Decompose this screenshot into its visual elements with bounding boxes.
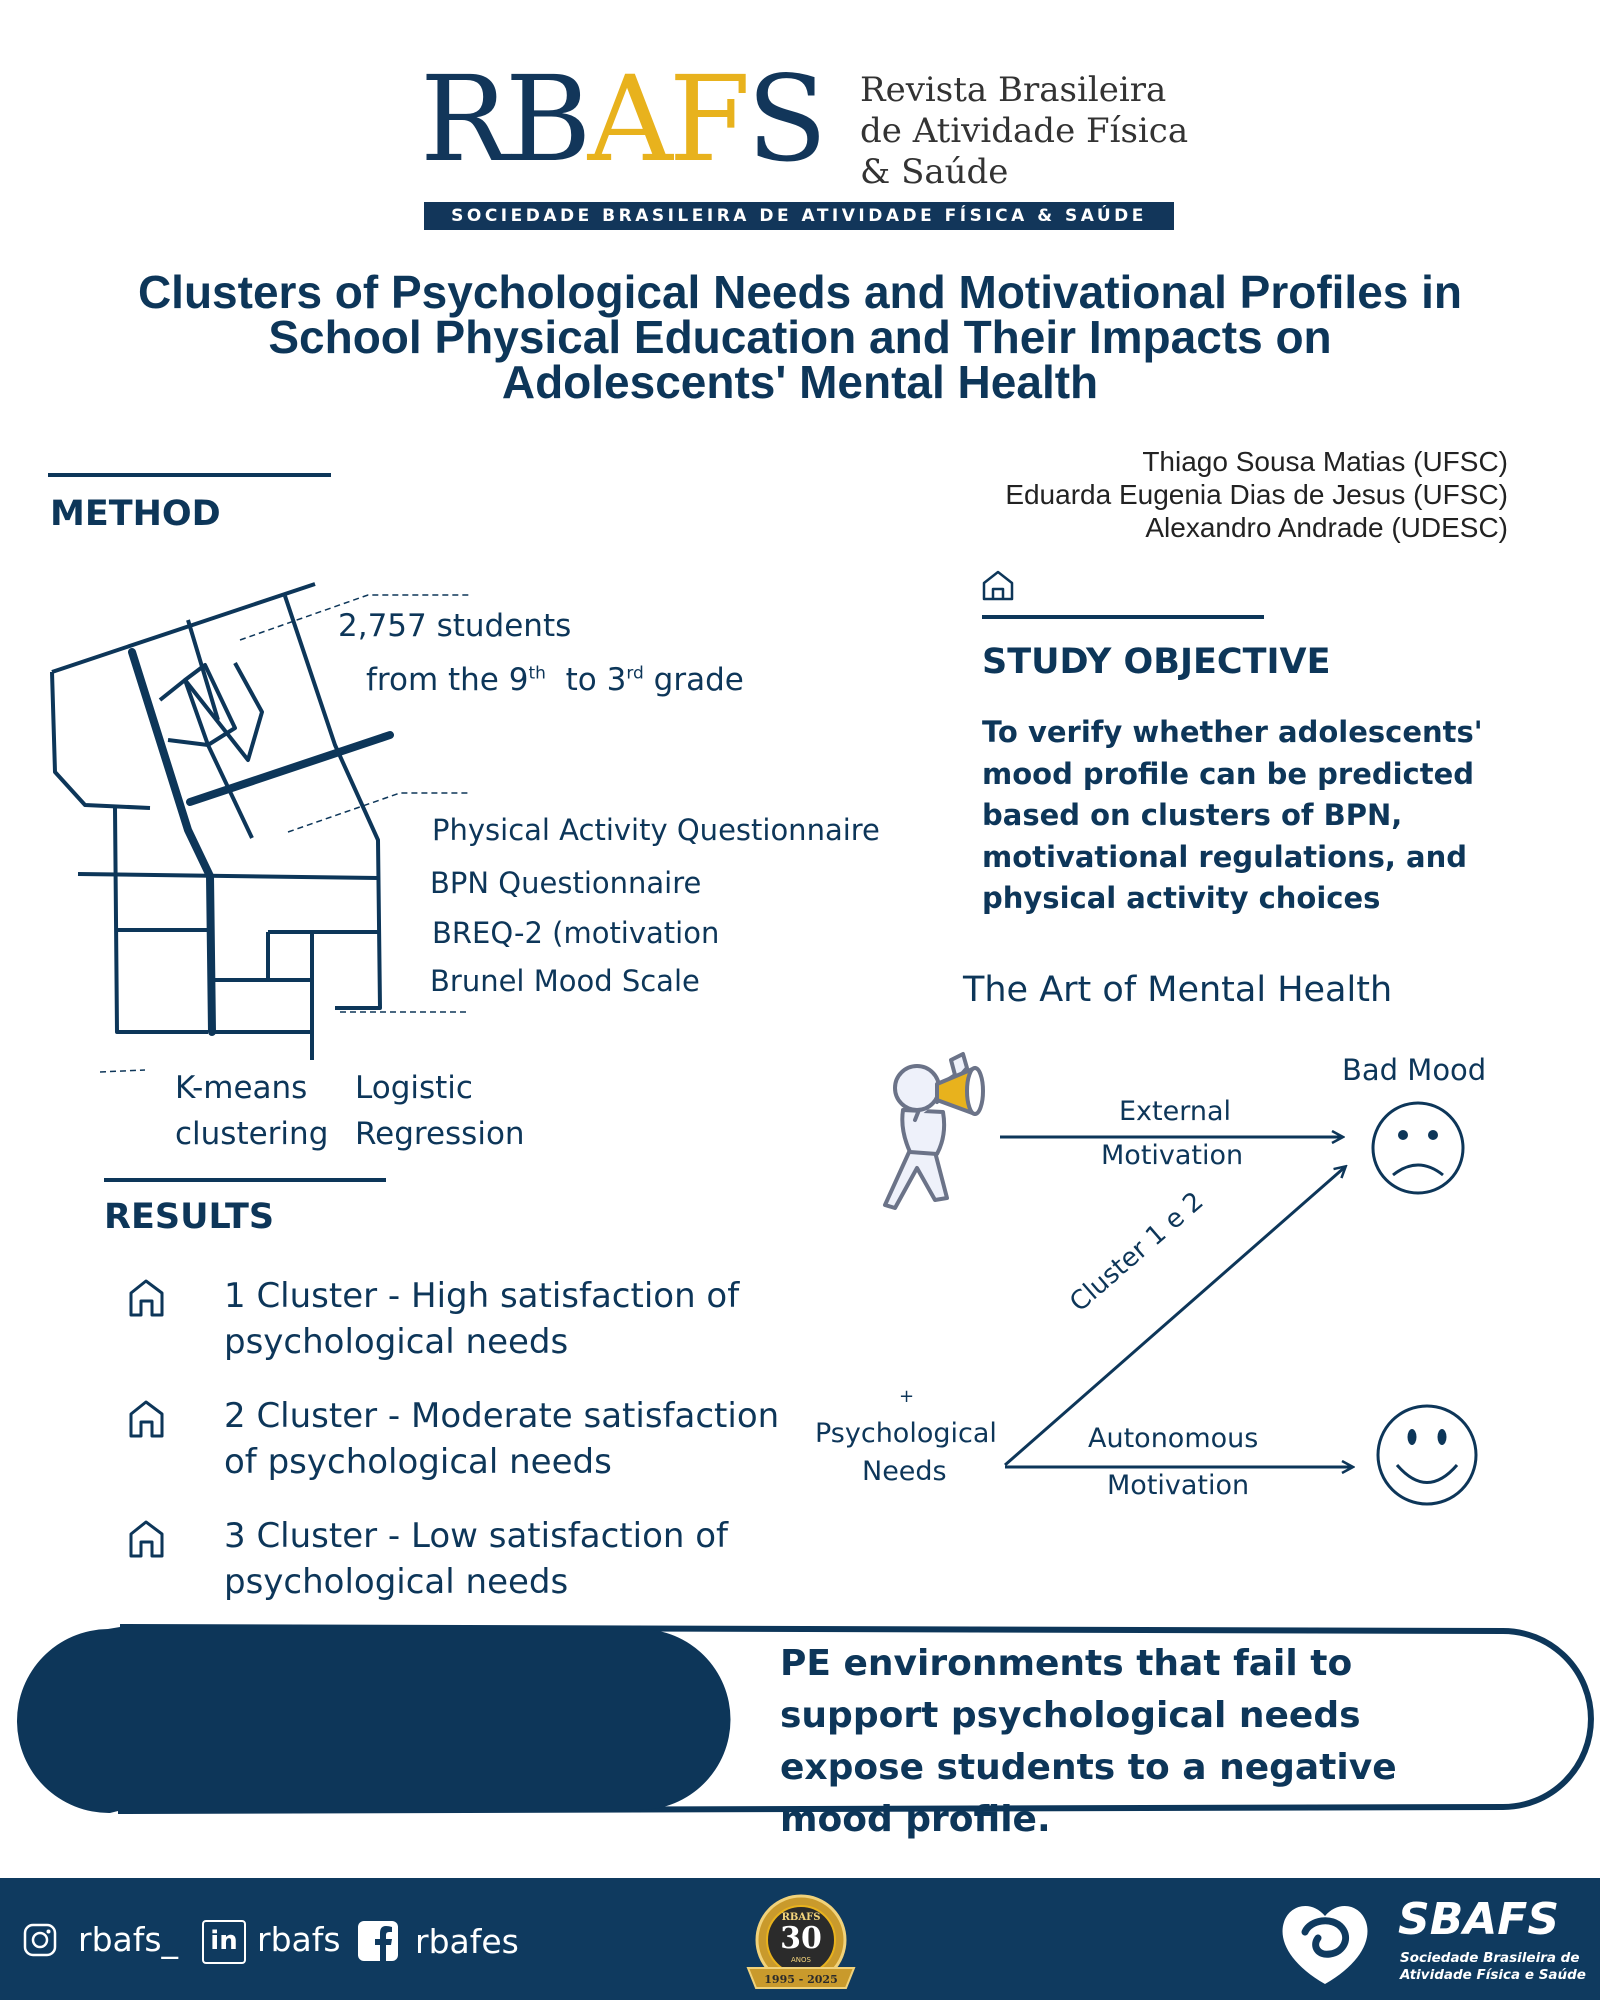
sbafs-full-name: Sociedade Brasileira de Atividade Física e Saúde xyxy=(1400,1950,1586,1983)
sad-face-icon xyxy=(1373,1103,1463,1193)
plus-sign: + xyxy=(899,1386,915,1407)
cluster-label: Cluster 1 e 2 xyxy=(1064,1186,1210,1318)
map-road-top xyxy=(52,584,315,672)
sbafs-name: SBAFS xyxy=(1398,1894,1560,1945)
objective-heading: STUDY OBJECTIVE xyxy=(982,642,1331,682)
seal-anos: ANOS xyxy=(791,1956,811,1964)
objective-text: To verify whether adolescents' mood profile can be predicted based on clusters of BPN, motivational regulations, and physical activity choices xyxy=(982,715,1483,915)
bad-mood-label: Bad Mood xyxy=(1342,1053,1487,1087)
seal-top-text: RBAFS xyxy=(781,1912,821,1923)
instrument-item: Physical Activity Questionnaire xyxy=(432,813,880,847)
happy-face-icon xyxy=(1378,1406,1476,1504)
logo-society-bar: SOCIEDADE BRASILEIRA DE ATIVIDADE FÍSICA & SAÚDE xyxy=(424,202,1174,230)
sbafs-logo-icon xyxy=(1270,1892,1380,1992)
linkedin-handle[interactable]: rbafs xyxy=(257,1920,341,1959)
author-list: Thiago Sousa Matias (UFSC) Eduarda Eugenia Dias de Jesus (UFSC) Alexandro Andrade (UDESC) xyxy=(1005,446,1508,543)
analysis-kmeans: K-means clustering xyxy=(175,1070,329,1152)
autonomous-motivation-line2: Motivation xyxy=(1107,1470,1250,1501)
results-heading: RESULTS xyxy=(104,1197,275,1237)
facebook-icon[interactable] xyxy=(357,1920,399,1962)
poster-title: Clusters of Psychological Needs and Motivational Profiles in School Physical Education and Their Impacts on Adolescents' Mental Health xyxy=(137,266,1463,408)
result-item: 1 Cluster - High satisfaction of psychological needs xyxy=(224,1276,740,1362)
home-icon xyxy=(980,568,1016,602)
seal-number: 30 xyxy=(780,1921,822,1956)
logo-acronym: RBAFS xyxy=(420,50,824,188)
home-icon xyxy=(126,1275,170,1319)
psych-needs-line2: Needs xyxy=(862,1456,947,1487)
linkedin-icon[interactable]: in xyxy=(202,1920,246,1964)
instrument-item: BREQ-2 (motivation xyxy=(432,916,720,950)
method-rule xyxy=(48,473,331,477)
instrument-item: BPN Questionnaire xyxy=(430,866,702,900)
instrument-item: Brunel Mood Scale xyxy=(430,964,700,998)
psych-needs-line1: Psychological xyxy=(815,1418,997,1449)
result-item: 2 Cluster - Moderate satisfaction of psychological needs xyxy=(224,1396,780,1482)
grade-range: from the 9th to 3rd grade xyxy=(366,662,744,698)
objective-rule xyxy=(982,615,1264,619)
conclusion-text: PE environments that fail to support psychological needs expose students to a negative mood profile. xyxy=(780,1643,1397,1840)
logo-journal-name: Revista Brasileira de Atividade Física & Saúde xyxy=(860,70,1189,192)
home-icon xyxy=(126,1396,170,1440)
map-main-road xyxy=(132,652,212,1032)
footer-bar xyxy=(0,1878,1600,2000)
art-title: The Art of Mental Health xyxy=(963,970,1393,1010)
results-rule xyxy=(104,1178,386,1182)
method-heading: METHOD xyxy=(50,494,221,534)
seal-years: 1995 - 2025 xyxy=(764,1973,838,1986)
instagram-handle[interactable]: rbafs_ xyxy=(78,1920,179,1959)
result-item: 3 Cluster - Low satisfaction of psychological needs xyxy=(224,1516,729,1602)
autonomous-motivation-line1: Autonomous xyxy=(1088,1423,1259,1454)
home-icon xyxy=(126,1516,170,1560)
journal-logo xyxy=(420,50,1189,232)
sample-size: 2,757 students xyxy=(338,608,572,644)
external-motivation-line1: External xyxy=(1119,1096,1232,1127)
facebook-handle[interactable]: rbafes xyxy=(415,1922,519,1961)
instagram-icon[interactable] xyxy=(22,1922,58,1958)
external-motivation-line2: Motivation xyxy=(1101,1140,1244,1171)
analysis-logistic-regression: Logistic Regression xyxy=(355,1070,525,1152)
